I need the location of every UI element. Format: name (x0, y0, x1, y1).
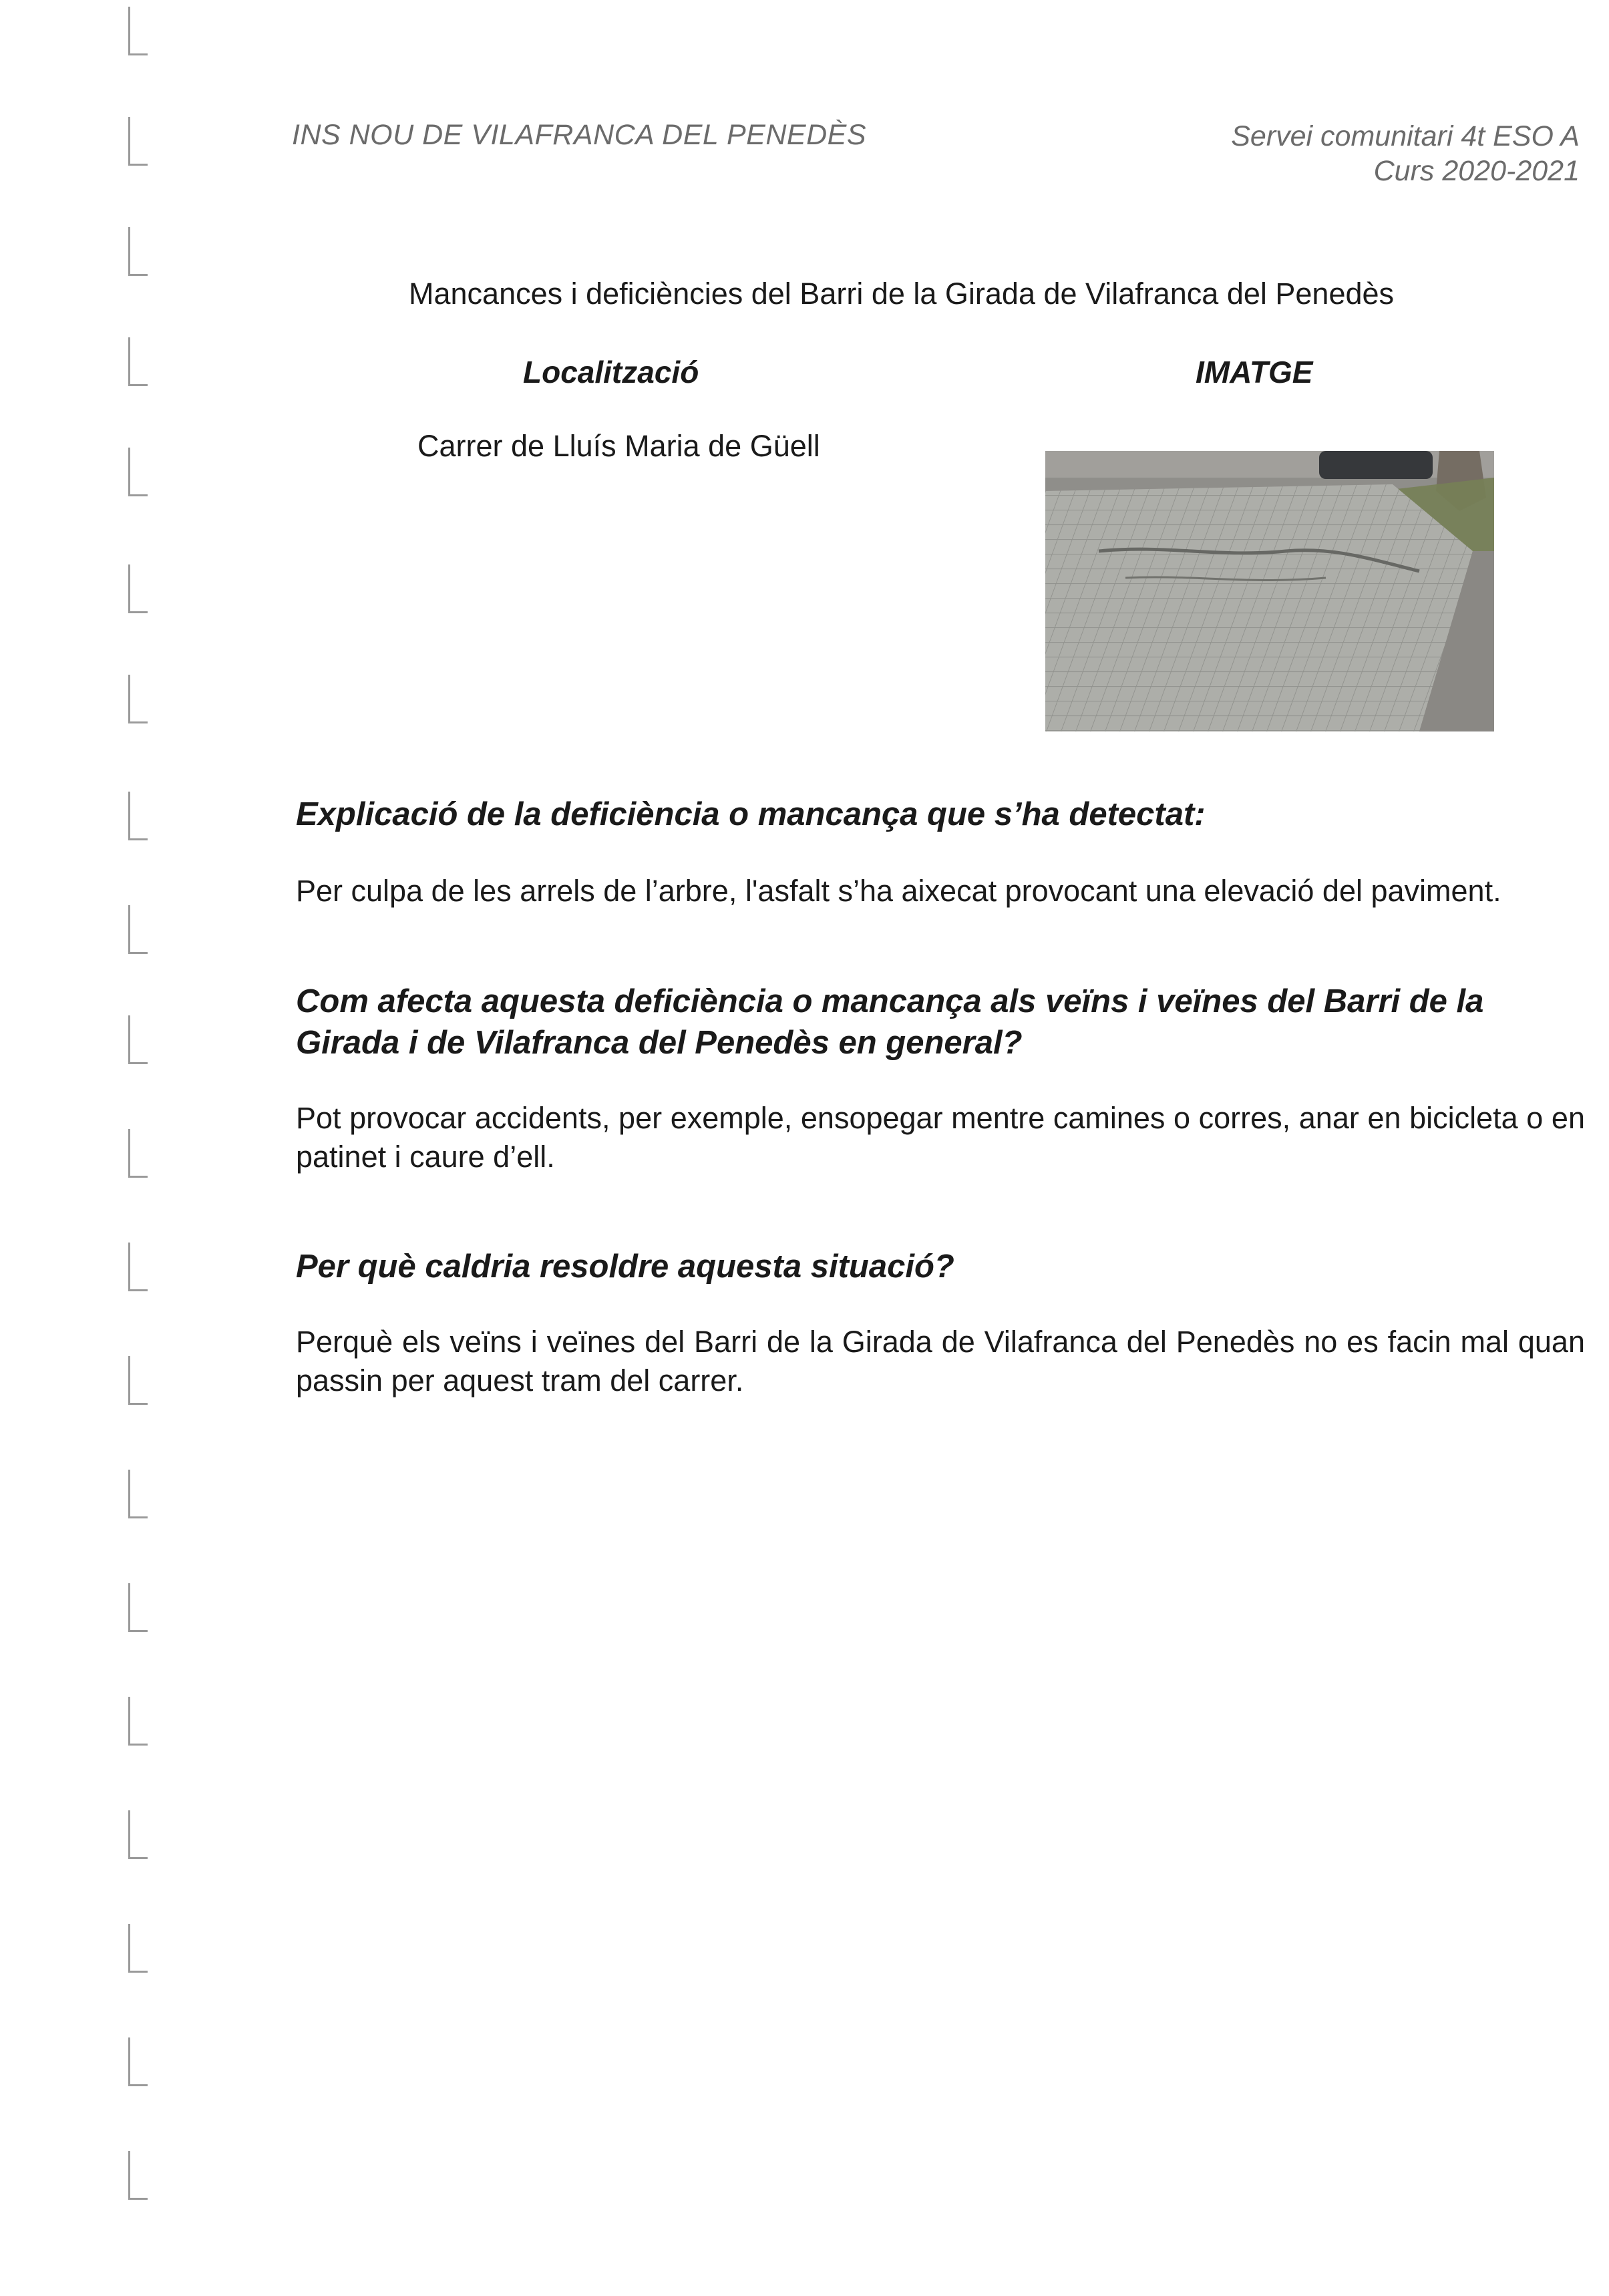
binder-mark (128, 1810, 148, 1859)
binder-mark (128, 1356, 148, 1405)
sidewalk-photo (1045, 451, 1494, 731)
binder-mark (128, 564, 148, 613)
school-name: INS NOU DE VILAFRANCA DEL PENEDÈS (292, 119, 866, 151)
binder-mark (128, 2151, 148, 2200)
binder-mark (128, 1243, 148, 1291)
binder-mark (128, 2037, 148, 2086)
binder-mark (128, 792, 148, 840)
binder-mark (128, 675, 148, 723)
binder-mark (128, 1129, 148, 1178)
binder-mark (128, 1924, 148, 1973)
answer-text: Perquè els veïns i veïnes del Barri de la Girada de Vilafranca del Penedès no es facin mal quan passin per aquest tram del carrer. (296, 1325, 1585, 1398)
image-heading: IMATGE (1196, 355, 1313, 389)
binder-margin (120, 0, 154, 2296)
location-value: Carrer de Lluís Maria de Güell (417, 429, 820, 463)
binder-mark (128, 448, 148, 496)
binder-mark (128, 1470, 148, 1518)
binder-mark (128, 117, 148, 166)
binder-mark (128, 905, 148, 954)
question-heading: Com afecta aquesta deficiència o mancança als veïns i veïnes del Barri de la Girada i de Vilafranca del Penedès en general? (296, 983, 1484, 1061)
binder-mark (128, 1583, 148, 1632)
page-title: Mancances i deficiències del Barri de la Girada de Vilafranca del Penedès (409, 277, 1395, 311)
course-line: Servei comunitari 4t ESO A (1231, 120, 1580, 152)
binder-mark (128, 337, 148, 386)
answer-text: Pot provocar accidents, per exemple, ensopegar mentre camines o corres, anar en bicicleta o en patinet i caure d’ell. (296, 1101, 1585, 1174)
course-info (978, 119, 1580, 188)
location-heading: Localització (523, 355, 699, 389)
binder-mark (128, 1015, 148, 1064)
question-heading: Explicació de la deficiència o mancança que s’ha detectat: (296, 796, 1206, 832)
answer-text: Per culpa de les arrels de l’arbre, l'asfalt s’ha aixecat provocant una elevació del paviment. (296, 874, 1501, 908)
question-heading: Per què caldria resoldre aquesta situació? (296, 1249, 954, 1285)
binder-mark (128, 227, 148, 276)
binder-mark (128, 7, 148, 55)
course-year: Curs 2020-2021 (1373, 155, 1580, 187)
binder-mark (128, 1697, 148, 1746)
